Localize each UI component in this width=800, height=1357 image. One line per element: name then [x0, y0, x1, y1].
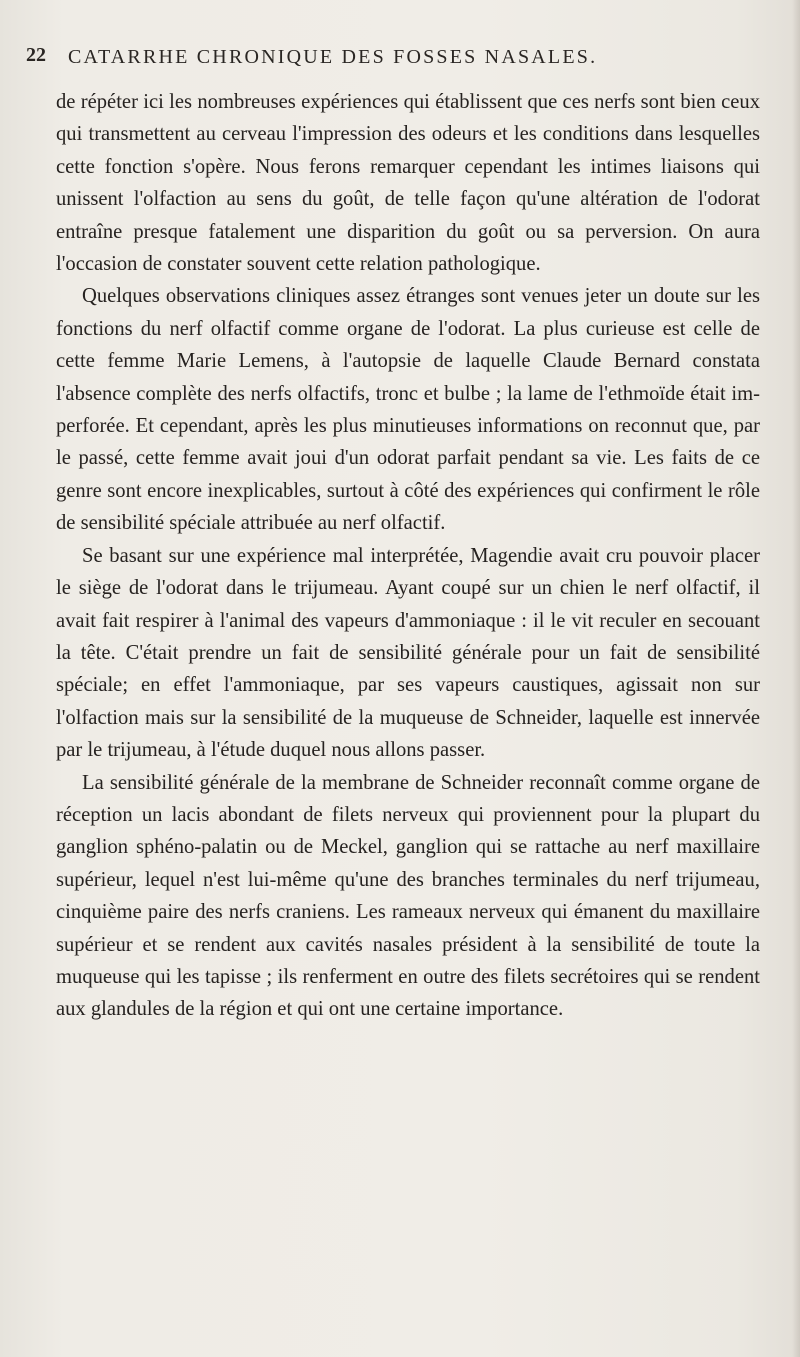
body-text — [56, 86, 760, 1026]
running-title: CATARRHE CHRONIQUE DES FOSSES NASALES. — [68, 46, 598, 68]
paragraph: de répéter ici les nombreuses expériences qui établissent que ces nerfs sont bien ceux qui transmettent au cerveau l'impression des odeurs et les conditions dans lesquelles cette fonction s'opère. Nous ferons remarquer cependant les intimes liaisons qui unissent l'olfaction au sens du goût, de telle façon qu'une altération de l'odorat entraîne presque fatalement une disparition du goût ou sa perversion. On aura l'occasion de constater souvent cette relation pathologique. — [56, 91, 760, 276]
paragraph: Quelques observations cliniques assez étranges sont venues jeter un doute sur les fonctions du nerf olfactif comme organe de l'odorat. La plus curieuse est celle de cette femme Marie Lemens, à l'autopsie de laquelle Claude Bernard constata l'absence complète des nerfs olfactifs, tronc et bulbe ; la lame de l'ethmoïde était imperforée. Et cependant, après les plus minutieuses informations on reconnut que, par le passé, cette femme avait joui d'un odorat parfait pendant sa vie. Les faits de ce genre sont encore inexplicables, surtout à côté des expériences qui confirment le rôle de sensibilité spéciale attribuée au nerf olfactif. — [56, 285, 760, 535]
paragraph: Se basant sur une expérience mal interprétée, Magendie avait cru pouvoir placer le siège de l'odorat dans le trijumeau. Ayant coupé sur un chien le nerf olfactif, il avait fait respirer à l'animal des vapeurs d'ammoniaque : il le vit reculer en secouant la tête. C'était prendre un fait de sensibilité générale pour un fait de sensibilité spéciale; en effet l'ammoniaque, par ses vapeurs caustiques, agissait non sur l'olfaction mais sur la sensibilité de la muqueuse de Schneider, laquelle est innervée par le trijumeau, à l'étude duquel nous allons passer. — [56, 544, 760, 762]
page-edge-shadow — [792, 0, 800, 1357]
page-number: 22 — [26, 44, 46, 66]
page-header — [26, 44, 766, 80]
paragraph: La sensibilité générale de la membrane de Schneider reconnaît comme organe de réception un lacis abondant de filets nerveux qui proviennent pour la plupart du ganglion sphéno-palatin ou de Meckel, ganglion qui se rattache au nerf maxillaire supérieur, lequel n'est lui-même qu'une des branches terminales du nerf trijumeau, cinquième paire des nerfs craniens. Les rameaux nerveux qui émanent du maxillaire supérieur et se rendent aux cavités nasales président à la sensibilité de toute la muqueuse qui les tapisse ; ils renferment en outre des filets secrétoires qui se rendent aux glandules de la région et qui ont une certaine importance. — [56, 771, 760, 1021]
